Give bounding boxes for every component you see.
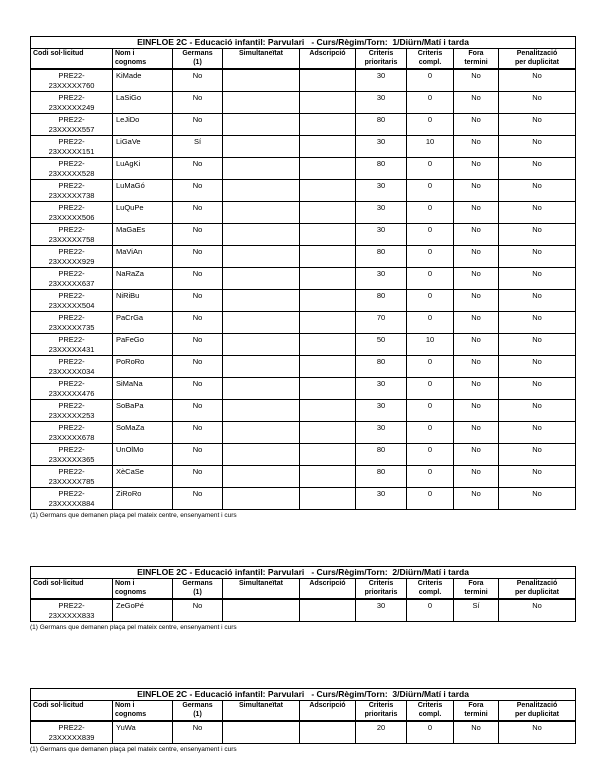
column-header-fora: Fora termini: [454, 579, 499, 600]
germans-cell: No: [173, 246, 223, 268]
criteris-prioritaris-cell: 30: [356, 180, 407, 202]
criteris-compl-cell: 0: [407, 378, 454, 400]
column-header-codi: Codi sol·licitud: [31, 579, 113, 600]
table-row: [31, 334, 576, 356]
column-header-prioritaris: Criteris prioritaris: [356, 49, 407, 70]
criteris-compl-cell: 0: [407, 599, 454, 622]
column-header-germans: Germans (1): [173, 579, 223, 600]
column-header-row: [31, 579, 576, 600]
criteris-prioritaris-cell: 80: [356, 246, 407, 268]
penalitzacio-cell: No: [499, 158, 576, 180]
adscripcio-cell: [300, 356, 356, 378]
name-cell: NaRaZa: [113, 268, 173, 290]
code-cell: PRE22- 23XXXXX557: [31, 114, 113, 136]
adscripcio-cell: [300, 334, 356, 356]
table-title: EINFLOE 2C - Educació infantil: Parvulari - Curs/Règim/Torn: 2/Diürn/Matí i tarda: [31, 567, 576, 579]
simultaneitat-cell: [223, 422, 300, 444]
footnote: (1) Germans que demanen plaça pel mateix centre, ensenyament i curs: [30, 746, 237, 753]
simultaneitat-cell: [223, 466, 300, 488]
name-cell: KiMade: [113, 69, 173, 92]
table-row: [31, 69, 576, 92]
criteris-compl-cell: 0: [407, 180, 454, 202]
code-cell: PRE22- 23XXXXX637: [31, 268, 113, 290]
simultaneitat-cell: [223, 290, 300, 312]
germans-cell: No: [173, 224, 223, 246]
table-row: [31, 180, 576, 202]
adscripcio-cell: [300, 466, 356, 488]
criteris-compl-cell: 0: [407, 466, 454, 488]
column-header-simultaneitat: Simultaneïtat: [223, 579, 300, 600]
column-header-adscripcio: Adscripció: [300, 701, 356, 722]
code-cell: PRE22- 23XXXXX365: [31, 444, 113, 466]
criteris-compl-cell: 0: [407, 400, 454, 422]
criteris-compl-cell: 0: [407, 158, 454, 180]
column-header-row: [31, 49, 576, 70]
criteris-prioritaris-cell: 30: [356, 422, 407, 444]
table-body: [31, 599, 576, 622]
table-row: [31, 114, 576, 136]
fora-termini-cell: No: [454, 721, 499, 744]
criteris-compl-cell: 0: [407, 290, 454, 312]
code-cell: PRE22- 23XXXXX678: [31, 422, 113, 444]
adscripcio-cell: [300, 312, 356, 334]
simultaneitat-cell: [223, 202, 300, 224]
germans-cell: No: [173, 599, 223, 622]
germans-cell: No: [173, 312, 223, 334]
germans-cell: Sí: [173, 136, 223, 158]
criteris-compl-cell: 0: [407, 488, 454, 510]
code-cell: PRE22- 23XXXXX833: [31, 599, 113, 622]
name-cell: SiMaNa: [113, 378, 173, 400]
penalitzacio-cell: No: [499, 378, 576, 400]
criteris-prioritaris-cell: 30: [356, 488, 407, 510]
table-row: [31, 599, 576, 622]
name-cell: LuQuPe: [113, 202, 173, 224]
admission-table-2: [30, 566, 576, 622]
adscripcio-cell: [300, 444, 356, 466]
criteris-prioritaris-cell: 30: [356, 224, 407, 246]
name-cell: MaViAn: [113, 246, 173, 268]
table-row: [31, 158, 576, 180]
name-cell: PaFeGo: [113, 334, 173, 356]
column-header-simultaneitat: Simultaneïtat: [223, 701, 300, 722]
code-cell: PRE22- 23XXXXX884: [31, 488, 113, 510]
table-row: [31, 444, 576, 466]
fora-termini-cell: No: [454, 158, 499, 180]
table-row: [31, 378, 576, 400]
penalitzacio-cell: No: [499, 290, 576, 312]
name-cell: SoBaPa: [113, 400, 173, 422]
penalitzacio-cell: No: [499, 202, 576, 224]
penalitzacio-cell: No: [499, 721, 576, 744]
simultaneitat-cell: [223, 334, 300, 356]
table-row: [31, 721, 576, 744]
table-body: [31, 721, 576, 744]
table-row: [31, 312, 576, 334]
criteris-prioritaris-cell: 80: [356, 114, 407, 136]
admission-table-1: [30, 36, 576, 510]
adscripcio-cell: [300, 246, 356, 268]
germans-cell: No: [173, 69, 223, 92]
table-body: [31, 69, 576, 510]
code-cell: PRE22- 23XXXXX839: [31, 721, 113, 744]
fora-termini-cell: No: [454, 268, 499, 290]
adscripcio-cell: [300, 268, 356, 290]
table-row: [31, 246, 576, 268]
simultaneitat-cell: [223, 246, 300, 268]
germans-cell: No: [173, 400, 223, 422]
penalitzacio-cell: No: [499, 599, 576, 622]
fora-termini-cell: No: [454, 422, 499, 444]
name-cell: NiRiBu: [113, 290, 173, 312]
column-header-nom: Nom i cognoms: [113, 49, 173, 70]
code-cell: PRE22- 23XXXXX504: [31, 290, 113, 312]
column-header-prioritaris: Criteris prioritaris: [356, 701, 407, 722]
table-row: [31, 400, 576, 422]
penalitzacio-cell: No: [499, 136, 576, 158]
simultaneitat-cell: [223, 268, 300, 290]
penalitzacio-cell: No: [499, 444, 576, 466]
criteris-compl-cell: 0: [407, 202, 454, 224]
fora-termini-cell: No: [454, 180, 499, 202]
penalitzacio-cell: No: [499, 422, 576, 444]
penalitzacio-cell: No: [499, 488, 576, 510]
name-cell: XèCaSe: [113, 466, 173, 488]
name-cell: MaGaEs: [113, 224, 173, 246]
criteris-compl-cell: 0: [407, 422, 454, 444]
column-header-row: [31, 701, 576, 722]
criteris-compl-cell: 0: [407, 356, 454, 378]
fora-termini-cell: No: [454, 290, 499, 312]
table-title-row: [31, 567, 576, 579]
name-cell: ZeGoPé: [113, 599, 173, 622]
column-header-fora: Fora termini: [454, 49, 499, 70]
column-header-penalitzacio: Penalització per duplicitat: [499, 701, 576, 722]
code-cell: PRE22- 23XXXXX151: [31, 136, 113, 158]
simultaneitat-cell: [223, 114, 300, 136]
penalitzacio-cell: No: [499, 334, 576, 356]
column-header-compl: Criteris compl.: [407, 579, 454, 600]
code-cell: PRE22- 23XXXXX738: [31, 180, 113, 202]
name-cell: LiGaVe: [113, 136, 173, 158]
column-header-germans: Germans (1): [173, 49, 223, 70]
column-header-simultaneitat: Simultaneïtat: [223, 49, 300, 70]
fora-termini-cell: No: [454, 312, 499, 334]
criteris-compl-cell: 0: [407, 114, 454, 136]
fora-termini-cell: No: [454, 400, 499, 422]
fora-termini-cell: No: [454, 444, 499, 466]
fora-termini-cell: No: [454, 488, 499, 510]
fora-termini-cell: No: [454, 246, 499, 268]
penalitzacio-cell: No: [499, 180, 576, 202]
column-header-adscripcio: Adscripció: [300, 579, 356, 600]
germans-cell: No: [173, 92, 223, 114]
adscripcio-cell: [300, 378, 356, 400]
criteris-compl-cell: 10: [407, 136, 454, 158]
germans-cell: No: [173, 334, 223, 356]
table-row: [31, 466, 576, 488]
simultaneitat-cell: [223, 158, 300, 180]
column-header-germans: Germans (1): [173, 701, 223, 722]
table-row: [31, 92, 576, 114]
penalitzacio-cell: No: [499, 466, 576, 488]
code-cell: PRE22- 23XXXXX735: [31, 312, 113, 334]
simultaneitat-cell: [223, 721, 300, 744]
name-cell: PoRoRo: [113, 356, 173, 378]
criteris-prioritaris-cell: 30: [356, 92, 407, 114]
criteris-compl-cell: 0: [407, 268, 454, 290]
table-row: [31, 488, 576, 510]
admission-table-section-3: [30, 632, 576, 754]
name-cell: SoMaZa: [113, 422, 173, 444]
name-cell: LuAgKi: [113, 158, 173, 180]
adscripcio-cell: [300, 114, 356, 136]
simultaneitat-cell: [223, 92, 300, 114]
simultaneitat-cell: [223, 488, 300, 510]
fora-termini-cell: No: [454, 334, 499, 356]
criteris-compl-cell: 10: [407, 334, 454, 356]
footnote: (1) Germans que demanen plaça pel mateix centre, ensenyament i curs: [30, 512, 237, 519]
germans-cell: No: [173, 356, 223, 378]
adscripcio-cell: [300, 224, 356, 246]
admission-table-3: [30, 688, 576, 744]
code-cell: PRE22- 23XXXXX758: [31, 224, 113, 246]
criteris-prioritaris-cell: 80: [356, 466, 407, 488]
column-header-penalitzacio: Penalització per duplicitat: [499, 579, 576, 600]
simultaneitat-cell: [223, 312, 300, 334]
criteris-compl-cell: 0: [407, 721, 454, 744]
fora-termini-cell: No: [454, 224, 499, 246]
admission-table-section-2: [30, 520, 576, 632]
code-cell: PRE22- 23XXXXX528: [31, 158, 113, 180]
adscripcio-cell: [300, 400, 356, 422]
code-cell: PRE22- 23XXXXX760: [31, 69, 113, 92]
criteris-prioritaris-cell: 30: [356, 268, 407, 290]
criteris-compl-cell: 0: [407, 224, 454, 246]
penalitzacio-cell: No: [499, 69, 576, 92]
criteris-compl-cell: 0: [407, 69, 454, 92]
criteris-prioritaris-cell: 30: [356, 599, 407, 622]
simultaneitat-cell: [223, 599, 300, 622]
adscripcio-cell: [300, 136, 356, 158]
name-cell: PaCrGa: [113, 312, 173, 334]
criteris-prioritaris-cell: 30: [356, 136, 407, 158]
simultaneitat-cell: [223, 356, 300, 378]
table-title-row: [31, 689, 576, 701]
table-row: [31, 268, 576, 290]
penalitzacio-cell: No: [499, 92, 576, 114]
code-cell: PRE22- 23XXXXX929: [31, 246, 113, 268]
fora-termini-cell: No: [454, 466, 499, 488]
criteris-prioritaris-cell: 80: [356, 158, 407, 180]
table-title-row: [31, 37, 576, 49]
code-cell: PRE22- 23XXXXX253: [31, 400, 113, 422]
column-header-fora: Fora termini: [454, 701, 499, 722]
fora-termini-cell: Sí: [454, 599, 499, 622]
penalitzacio-cell: No: [499, 224, 576, 246]
criteris-compl-cell: 0: [407, 444, 454, 466]
criteris-compl-cell: 0: [407, 246, 454, 268]
criteris-prioritaris-cell: 80: [356, 290, 407, 312]
column-header-nom: Nom i cognoms: [113, 701, 173, 722]
fora-termini-cell: No: [454, 136, 499, 158]
simultaneitat-cell: [223, 69, 300, 92]
table-title: EINFLOE 2C - Educació infantil: Parvulari - Curs/Règim/Torn: 1/Diürn/Matí i tarda: [31, 37, 576, 49]
criteris-compl-cell: 0: [407, 312, 454, 334]
simultaneitat-cell: [223, 224, 300, 246]
name-cell: LaSiGo: [113, 92, 173, 114]
code-cell: PRE22- 23XXXXX476: [31, 378, 113, 400]
code-cell: PRE22- 23XXXXX506: [31, 202, 113, 224]
germans-cell: No: [173, 290, 223, 312]
germans-cell: No: [173, 180, 223, 202]
penalitzacio-cell: No: [499, 246, 576, 268]
column-header-adscripcio: Adscripció: [300, 49, 356, 70]
criteris-prioritaris-cell: 30: [356, 202, 407, 224]
adscripcio-cell: [300, 290, 356, 312]
germans-cell: No: [173, 158, 223, 180]
footnote: (1) Germans que demanen plaça pel mateix centre, ensenyament i curs: [30, 624, 237, 631]
fora-termini-cell: No: [454, 356, 499, 378]
name-cell: YuWa: [113, 721, 173, 744]
simultaneitat-cell: [223, 136, 300, 158]
criteris-prioritaris-cell: 30: [356, 378, 407, 400]
name-cell: UnOlMo: [113, 444, 173, 466]
column-header-prioritaris: Criteris prioritaris: [356, 579, 407, 600]
adscripcio-cell: [300, 158, 356, 180]
adscripcio-cell: [300, 180, 356, 202]
adscripcio-cell: [300, 599, 356, 622]
germans-cell: No: [173, 114, 223, 136]
simultaneitat-cell: [223, 378, 300, 400]
fora-termini-cell: No: [454, 114, 499, 136]
fora-termini-cell: No: [454, 69, 499, 92]
germans-cell: No: [173, 268, 223, 290]
table-title: EINFLOE 2C - Educació infantil: Parvulari - Curs/Règim/Torn: 3/Diürn/Matí i tarda: [31, 689, 576, 701]
germans-cell: No: [173, 422, 223, 444]
germans-cell: No: [173, 721, 223, 744]
adscripcio-cell: [300, 488, 356, 510]
name-cell: LuMaGó: [113, 180, 173, 202]
adscripcio-cell: [300, 202, 356, 224]
table-row: [31, 422, 576, 444]
admission-table-section-1: [30, 0, 576, 520]
criteris-prioritaris-cell: 80: [356, 444, 407, 466]
column-header-nom: Nom i cognoms: [113, 579, 173, 600]
table-row: [31, 202, 576, 224]
germans-cell: No: [173, 444, 223, 466]
column-header-codi: Codi sol·licitud: [31, 49, 113, 70]
criteris-prioritaris-cell: 30: [356, 400, 407, 422]
code-cell: PRE22- 23XXXXX431: [31, 334, 113, 356]
criteris-prioritaris-cell: 50: [356, 334, 407, 356]
criteris-prioritaris-cell: 20: [356, 721, 407, 744]
penalitzacio-cell: No: [499, 356, 576, 378]
code-cell: PRE22- 23XXXXX034: [31, 356, 113, 378]
penalitzacio-cell: No: [499, 312, 576, 334]
table-row: [31, 136, 576, 158]
adscripcio-cell: [300, 92, 356, 114]
criteris-compl-cell: 0: [407, 92, 454, 114]
adscripcio-cell: [300, 69, 356, 92]
table-row: [31, 224, 576, 246]
penalitzacio-cell: No: [499, 268, 576, 290]
table-row: [31, 290, 576, 312]
penalitzacio-cell: No: [499, 400, 576, 422]
germans-cell: No: [173, 466, 223, 488]
name-cell: LeJiDo: [113, 114, 173, 136]
column-header-codi: Codi sol·licitud: [31, 701, 113, 722]
adscripcio-cell: [300, 422, 356, 444]
fora-termini-cell: No: [454, 202, 499, 224]
column-header-compl: Criteris compl.: [407, 49, 454, 70]
fora-termini-cell: No: [454, 378, 499, 400]
criteris-prioritaris-cell: 30: [356, 69, 407, 92]
fora-termini-cell: No: [454, 92, 499, 114]
criteris-prioritaris-cell: 70: [356, 312, 407, 334]
code-cell: PRE22- 23XXXXX249: [31, 92, 113, 114]
column-header-penalitzacio: Penalització per duplicitat: [499, 49, 576, 70]
criteris-prioritaris-cell: 80: [356, 356, 407, 378]
simultaneitat-cell: [223, 400, 300, 422]
name-cell: ZiRoRo: [113, 488, 173, 510]
simultaneitat-cell: [223, 444, 300, 466]
simultaneitat-cell: [223, 180, 300, 202]
code-cell: PRE22- 23XXXXX785: [31, 466, 113, 488]
adscripcio-cell: [300, 721, 356, 744]
germans-cell: No: [173, 488, 223, 510]
germans-cell: No: [173, 378, 223, 400]
germans-cell: No: [173, 202, 223, 224]
penalitzacio-cell: No: [499, 114, 576, 136]
table-row: [31, 356, 576, 378]
column-header-compl: Criteris compl.: [407, 701, 454, 722]
